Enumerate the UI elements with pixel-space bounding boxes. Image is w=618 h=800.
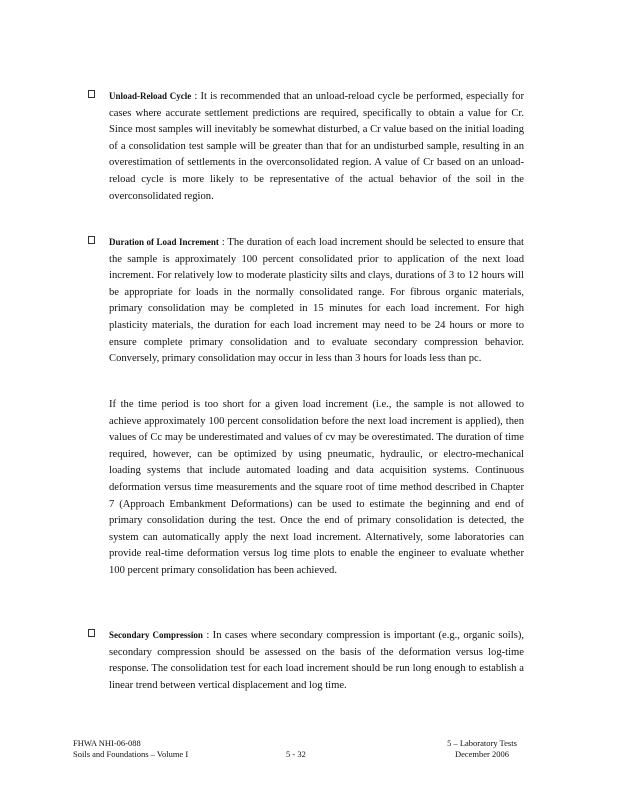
bullet-secondary-compression bbox=[88, 627, 524, 694]
term-load-duration: Duration of Load Increment bbox=[109, 237, 219, 247]
bullet-box-icon bbox=[88, 629, 95, 637]
bullet-box-icon bbox=[88, 236, 95, 244]
body-load-duration: : The duration of each load increment should be selected to ensure that the sample is approximately 100 percent consolidated prior to application of the next load increment. For relatively low to moderate plasticity silts and clays, durations of 3 to 12 hours will be appropriate for loads in the normally consolidated range. For fibrous organic materials, primary consolidation may be completed in 15 minutes for each load increment. For high plasticity materials, the duration for each load increment may need to be 24 hours or more to ensure complete primary consolidation and to evaluate secondary compression behavior. Conversely, primary consolidation may occur in less than 3 hours for loads less than pc. bbox=[109, 237, 524, 365]
bullet-load-duration bbox=[88, 234, 524, 368]
footer-volume-title: Soils and Foundations – Volume I bbox=[73, 749, 189, 759]
footer-chapter: 5 – Laboratory Tests bbox=[447, 738, 517, 748]
bullet-box-icon bbox=[88, 90, 95, 98]
term-unload-reload: Unload-Reload Cycle bbox=[109, 91, 192, 101]
footer-left bbox=[73, 738, 188, 760]
footer-date: December 2006 bbox=[454, 749, 510, 759]
paragraph-secondary-compression bbox=[88, 627, 524, 694]
paragraph-load-duration bbox=[88, 234, 524, 368]
body-unload-reload: : It is recommended that an unload-reload cycle be performed, especially for cases where accurate settlement predictions are required, specifically to obtain a value for Cr. Since most samples will inevitably be somewhat disturbed, a Cr value based on the initial loading of a consolidation test sample will be greater than that for an undisturbed sample, resulting in an overestimation of settlements in the overconsolidated region. A value of Cr based on an unload-reload cycle is more likely to be representative of the actual behavior of the soil in the overconsolidated region. bbox=[109, 91, 525, 202]
body-secondary-compression: : In cases where secondary compression is important (e.g., organic soils), secondary compression should be assessed on the basis of the deformation versus log-time response. The consolidation test for each load increment should be run long enough to establish a linear trend between vertical displacement and log time. bbox=[109, 630, 524, 691]
footer-report-number: FHWA NHI-06-088 bbox=[73, 738, 141, 748]
footer-page-number: 5 - 32 bbox=[286, 749, 306, 759]
paragraph-time-period: If the time period is too short for a given load increment (i.e., the sample is not allowed to achieve approximately 100 percent consolidation before the next load increment is applied), then values of Cc may be underestimated and values of cv may be overestimated. The duration of time required, however, can be optimized by using pneumatic, hydraulic, or electro-mechanical loading systems that include automated loading and data acquisition systems. Continuous deformation versus time measurements and the square root of time method described in Chapter 7 (Approach Embankment Deformations) can be used to estimate the beginning and end of primary consolidation during the test. Once the end of primary consolidation is detected, the system can automatically apply the next load increment. Alternatively, some laboratories can provide real-time deformation versus log time plots to enable the engineer to evaluate whether 100 percent primary consolidation has been achieved. bbox=[109, 399, 524, 576]
footer-right bbox=[437, 738, 527, 760]
term-secondary-compression: Secondary Compression bbox=[109, 630, 203, 640]
bullet-unload-reload bbox=[88, 88, 524, 205]
paragraph-unload-reload bbox=[88, 88, 524, 205]
